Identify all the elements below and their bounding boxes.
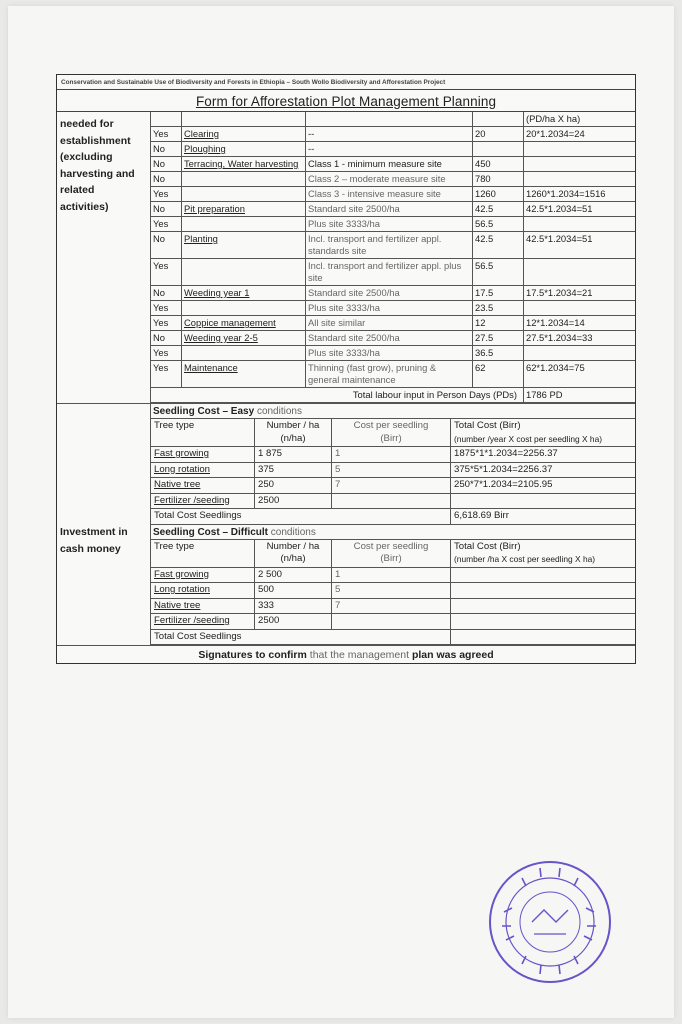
col-number xyxy=(255,540,332,568)
head-activity xyxy=(182,112,306,127)
labour-activity-cell xyxy=(182,259,306,286)
col-total xyxy=(451,540,636,568)
labour-yn-cell: Yes xyxy=(151,346,182,361)
side-label-line: Investment in xyxy=(60,526,128,538)
labour-value-cell: 56.5 xyxy=(473,217,524,232)
labour-value-cell: 23.5 xyxy=(473,301,524,316)
labour-side-label xyxy=(57,112,151,403)
labour-activity-cell: Coppice management xyxy=(182,316,306,331)
form-title: Form for Afforestation Plot Management Planning xyxy=(57,90,635,112)
difficult-seedling-row xyxy=(151,598,635,614)
labour-value-cell: 780 xyxy=(473,172,524,187)
labour-section xyxy=(57,112,635,404)
investment-section xyxy=(57,404,635,646)
labour-yn-cell: Yes xyxy=(151,316,182,331)
labour-activity-cell: Pit preparation xyxy=(182,202,306,217)
side-label-line: establishment xyxy=(60,134,131,147)
labour-value-cell: 36.5 xyxy=(473,346,524,361)
col-total-unit: (number /ha X cost per seedling X ha) xyxy=(454,554,596,564)
total-cell: 375*5*1.2034=2256.37 xyxy=(451,462,636,478)
col-number xyxy=(255,419,332,447)
labour-value-cell: 56.5 xyxy=(473,259,524,286)
side-label-line: cash money xyxy=(60,542,121,555)
labour-activity-cell: Planting xyxy=(182,232,306,259)
col-cost-unit: (Birr) xyxy=(380,432,402,444)
labour-calc-cell: 17.5*1.2034=21 xyxy=(524,286,636,301)
head-calc: (PD/ha X ha) xyxy=(524,112,636,127)
labour-site-cell: Class 2 – moderate measure site xyxy=(306,172,473,187)
cost-cell: 1 xyxy=(332,567,451,583)
easy-total-label: Total Cost Seedlings xyxy=(151,509,451,525)
labour-activity-cell: Terracing, Water harvesting xyxy=(182,157,306,172)
number-cell: 250 xyxy=(255,478,332,494)
easy-title-faint: conditions xyxy=(256,406,302,417)
col-total-label: Total Cost (Birr) xyxy=(454,420,521,431)
easy-seedling-row xyxy=(151,447,635,463)
labour-row xyxy=(151,286,635,301)
number-cell: 375 xyxy=(255,462,332,478)
labour-table xyxy=(151,112,635,403)
difficult-seedling-row xyxy=(151,614,635,630)
cost-cell: 7 xyxy=(332,478,451,494)
labour-site-cell: Plus site 3333/ha xyxy=(306,301,473,316)
labour-calc-cell: 42.5*1.2034=51 xyxy=(524,232,636,259)
total-cell xyxy=(451,598,636,614)
labour-calc-cell: 12*1.2034=14 xyxy=(524,316,636,331)
labour-activity-cell xyxy=(182,172,306,187)
labour-calc-cell xyxy=(524,217,636,232)
labour-value-cell: 42.5 xyxy=(473,202,524,217)
project-banner: Conservation and Sustainable Use of Biodiversity and Forests in Ethiopia – South Wollo Biodiversity and Afforestation Project xyxy=(57,75,635,90)
col-total-unit: (number /year X cost per seedling X ha) xyxy=(454,433,603,444)
labour-value-cell xyxy=(473,142,524,157)
labour-value-cell: 20 xyxy=(473,127,524,142)
labour-calc-cell xyxy=(524,346,636,361)
labour-row xyxy=(151,316,635,331)
tree-type-cell: Fertilizer /seeding xyxy=(151,493,255,509)
labour-calc-cell: 1260*1.2034=1516 xyxy=(524,187,636,202)
labour-calc-cell: 20*1.2034=24 xyxy=(524,127,636,142)
labour-site-cell: Class 3 - intensive measure site xyxy=(306,187,473,202)
col-cost-label: Cost per seedling xyxy=(353,420,429,431)
labour-calc-cell xyxy=(524,172,636,187)
col-total xyxy=(451,419,636,447)
side-label-line: activities) xyxy=(60,200,109,213)
number-cell: 333 xyxy=(255,598,332,614)
stamp-core-ring xyxy=(520,892,580,952)
labour-site-cell: -- xyxy=(306,142,473,157)
difficult-header-row xyxy=(151,540,635,568)
easy-header-row xyxy=(151,419,635,447)
easy-section-title xyxy=(151,404,635,419)
labour-row xyxy=(151,202,635,217)
labour-row xyxy=(151,259,635,286)
investment-side-label xyxy=(57,404,151,645)
labour-header-row xyxy=(151,112,635,127)
labour-yn-cell: No xyxy=(151,331,182,346)
labour-site-cell: Plus site 3333/ha xyxy=(306,217,473,232)
easy-seedling-row xyxy=(151,462,635,478)
total-cell xyxy=(451,583,636,599)
labour-site-cell: Standard site 2500/ha xyxy=(306,202,473,217)
signature-line xyxy=(57,646,635,663)
labour-yn-cell: Yes xyxy=(151,127,182,142)
labour-yn-cell: Yes xyxy=(151,301,182,316)
labour-calc-cell: 62*1.2034=75 xyxy=(524,361,636,388)
labour-row xyxy=(151,361,635,388)
labour-activity-cell xyxy=(182,301,306,316)
number-cell: 2500 xyxy=(255,493,332,509)
tree-type-cell: Native tree xyxy=(151,598,255,614)
col-cost-label: Cost per seedling xyxy=(353,540,429,552)
tree-type-cell: Fertilizer /seeding xyxy=(151,614,255,630)
difficult-title-faint: conditions xyxy=(270,526,316,538)
labour-calc-cell xyxy=(524,157,636,172)
head-site xyxy=(306,112,473,127)
number-cell: 1 875 xyxy=(255,447,332,463)
side-label-line: needed for xyxy=(60,118,114,130)
labour-value-cell: 450 xyxy=(473,157,524,172)
difficult-total-value xyxy=(451,629,636,645)
col-total-label: Total Cost (Birr) xyxy=(454,540,521,552)
tree-type-cell: Fast growing xyxy=(151,567,255,583)
labour-row xyxy=(151,127,635,142)
easy-total-value: 6,618.69 Birr xyxy=(451,509,636,525)
labour-row xyxy=(151,232,635,259)
side-label-line: related xyxy=(60,184,95,196)
labour-row xyxy=(151,217,635,232)
labour-yn-cell: No xyxy=(151,202,182,217)
labour-site-cell: Standard site 2500/ha xyxy=(306,286,473,301)
labour-site-cell: Standard site 2500/ha xyxy=(306,331,473,346)
signature-tail: plan was agreed xyxy=(411,649,494,661)
col-cost-unit: (Birr) xyxy=(380,553,402,564)
official-stamp-icon xyxy=(484,856,616,988)
number-cell: 500 xyxy=(255,583,332,599)
cost-cell: 7 xyxy=(332,598,451,614)
labour-calc-cell: 42.5*1.2034=51 xyxy=(524,202,636,217)
head-value xyxy=(473,112,524,127)
labour-calc-cell: 27.5*1.2034=33 xyxy=(524,331,636,346)
signature-faint: that the management xyxy=(309,649,410,661)
labour-calc-cell xyxy=(524,301,636,316)
labour-activity-cell: Maintenance xyxy=(182,361,306,388)
labour-value-cell: 27.5 xyxy=(473,331,524,346)
form-sheet xyxy=(56,74,636,664)
labour-row xyxy=(151,172,635,187)
labour-value-cell: 62 xyxy=(473,361,524,388)
labour-activity-cell: Weeding year 2-5 xyxy=(182,331,306,346)
labour-row xyxy=(151,157,635,172)
labour-calc-cell xyxy=(524,259,636,286)
difficult-seedling-table xyxy=(151,540,635,646)
stamp-outer-ring xyxy=(490,862,610,982)
labour-site-cell: Incl. transport and fertilizer appl. standards site xyxy=(306,232,473,259)
labour-site-cell: Class 1 - minimum measure site xyxy=(306,157,473,172)
labour-value-cell: 17.5 xyxy=(473,286,524,301)
difficult-seedling-row xyxy=(151,583,635,599)
labour-site-cell: Incl. transport and fertilizer appl. plus site xyxy=(306,259,473,286)
tree-type-cell: Long rotation xyxy=(151,462,255,478)
labour-site-cell: -- xyxy=(306,127,473,142)
total-cell xyxy=(451,493,636,509)
stamp-emblem xyxy=(532,910,568,922)
tree-type-cell: Long rotation xyxy=(151,583,255,599)
difficult-total-row xyxy=(151,629,635,645)
labour-site-cell: Plus site 3333/ha xyxy=(306,346,473,361)
tree-type-cell: Fast growing xyxy=(151,447,255,463)
labour-yn-cell: Yes xyxy=(151,259,182,286)
col-number-label: Number / ha xyxy=(266,540,320,552)
col-cost xyxy=(332,419,451,447)
labour-yn-cell: No xyxy=(151,157,182,172)
col-tree-type: Tree type xyxy=(151,419,255,447)
easy-seedling-table xyxy=(151,419,635,525)
labour-activity-cell: Ploughing xyxy=(182,142,306,157)
labour-row xyxy=(151,346,635,361)
col-tree-type: Tree type xyxy=(151,540,255,568)
labour-activity-cell: Clearing xyxy=(182,127,306,142)
difficult-section-title xyxy=(151,525,635,540)
side-label-line: (excluding xyxy=(60,151,113,163)
head-yn xyxy=(151,112,182,127)
labour-activity-cell: Weeding year 1 xyxy=(182,286,306,301)
signature-lead: Signatures to confirm xyxy=(198,649,307,661)
labour-site-cell: Thinning (fast grow), pruning & general maintenance xyxy=(306,361,473,388)
total-cell: 1875*1*1.2034=2256.37 xyxy=(451,447,636,463)
easy-total-row xyxy=(151,509,635,525)
labour-value-cell: 1260 xyxy=(473,187,524,202)
labour-activity-cell xyxy=(182,217,306,232)
easy-seedling-row xyxy=(151,493,635,509)
labour-row xyxy=(151,331,635,346)
col-number-unit: (n/ha) xyxy=(280,553,306,564)
labour-yn-cell: No xyxy=(151,286,182,301)
difficult-total-label: Total Cost Seedlings xyxy=(151,629,451,645)
labour-site-cell: All site similar xyxy=(306,316,473,331)
labour-value-cell: 12 xyxy=(473,316,524,331)
labour-yn-cell: No xyxy=(151,232,182,259)
total-cell: 250*7*1.2034=2105.95 xyxy=(451,478,636,494)
difficult-title-text: Seedling Cost – Difficult xyxy=(153,526,269,538)
labour-yn-cell: Yes xyxy=(151,361,182,388)
labour-total-label: Total labour input in Person Days (PDs) xyxy=(151,388,524,403)
labour-row xyxy=(151,301,635,316)
cost-cell xyxy=(332,614,451,630)
total-cell xyxy=(451,567,636,583)
easy-title-text: Seedling Cost – Easy xyxy=(153,406,255,417)
number-cell: 2 500 xyxy=(255,567,332,583)
stamp-inner-ring xyxy=(506,878,594,966)
easy-seedling-row xyxy=(151,478,635,494)
labour-row xyxy=(151,187,635,202)
labour-row xyxy=(151,142,635,157)
labour-activity-cell xyxy=(182,346,306,361)
col-number-unit: (n/ha) xyxy=(280,432,306,444)
labour-yn-cell: No xyxy=(151,172,182,187)
cost-cell: 5 xyxy=(332,583,451,599)
labour-calc-cell xyxy=(524,142,636,157)
cost-cell xyxy=(332,493,451,509)
labour-total-value: 1786 PD xyxy=(524,388,636,403)
labour-yn-cell: Yes xyxy=(151,187,182,202)
stamp-lettering-marks xyxy=(502,868,596,974)
col-cost xyxy=(332,540,451,568)
tree-type-cell: Native tree xyxy=(151,478,255,494)
number-cell: 2500 xyxy=(255,614,332,630)
col-number-label: Number / ha xyxy=(266,420,320,431)
labour-yn-cell: Yes xyxy=(151,217,182,232)
total-cell xyxy=(451,614,636,630)
labour-total-row xyxy=(151,388,635,403)
labour-yn-cell: No xyxy=(151,142,182,157)
cost-cell: 5 xyxy=(332,462,451,478)
labour-activity-cell xyxy=(182,187,306,202)
labour-value-cell: 42.5 xyxy=(473,232,524,259)
difficult-seedling-row xyxy=(151,567,635,583)
cost-cell: 1 xyxy=(332,447,451,463)
side-label-line: harvesting and xyxy=(60,167,135,180)
